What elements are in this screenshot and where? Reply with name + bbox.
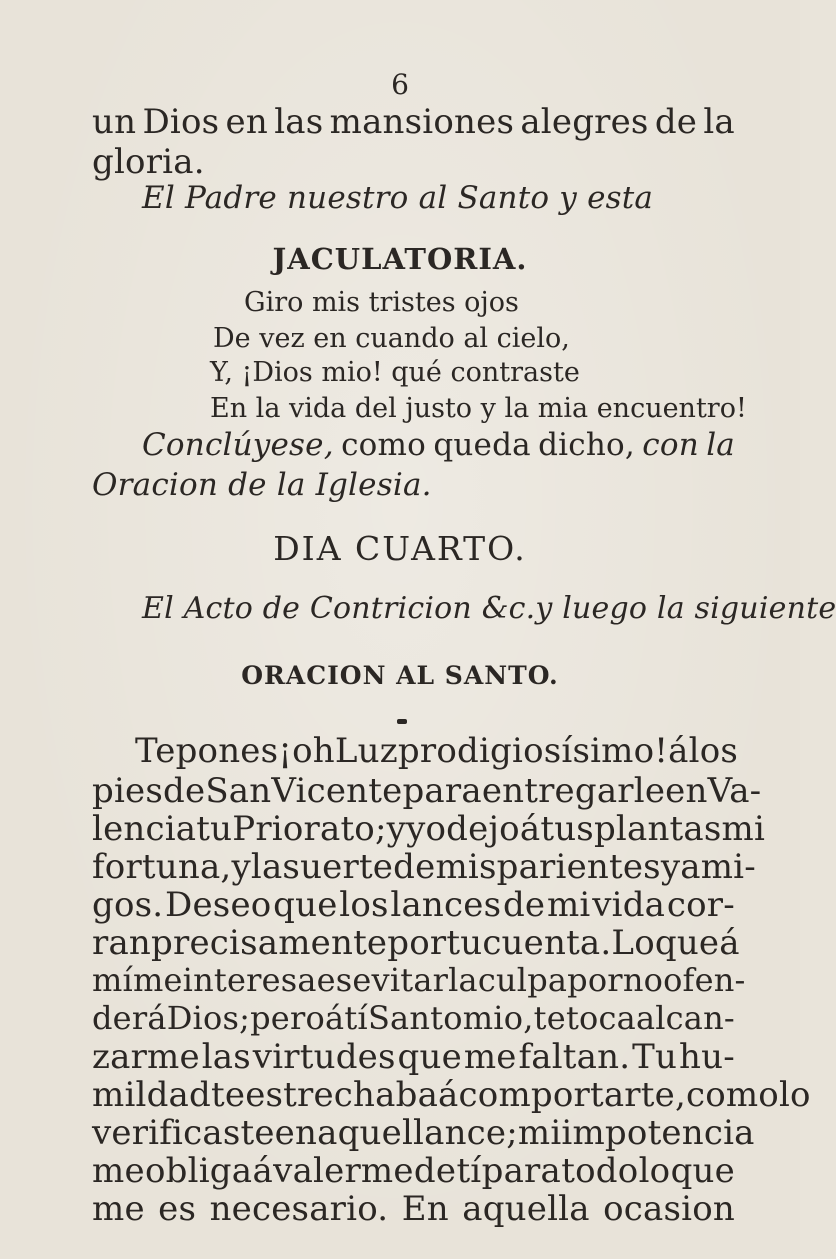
word: suerte [282, 847, 394, 887]
word: lo [638, 1151, 671, 1191]
word: ofen- [663, 961, 746, 999]
word: necesario. [209, 1189, 389, 1229]
word: la [703, 102, 735, 142]
word: culpa [477, 961, 568, 999]
word: me [132, 961, 183, 999]
body-line-10 [92, 1075, 811, 1115]
word: la [250, 847, 283, 887]
word: te [211, 1075, 246, 1115]
word: la [448, 961, 478, 999]
word: San [205, 771, 272, 811]
word: y [660, 847, 681, 887]
word: dejo [446, 809, 520, 849]
word: Lo [611, 923, 655, 963]
word: aquella [462, 1189, 590, 1229]
word: pies [92, 771, 164, 811]
word: Vicente [271, 771, 403, 811]
word: para [402, 771, 482, 811]
word: impotencia [561, 1113, 755, 1153]
word: para [481, 1151, 561, 1191]
word: mildad [92, 1075, 211, 1115]
word: y [386, 809, 407, 849]
word: de [413, 1151, 457, 1191]
word: ami- [680, 847, 756, 887]
word: mi [721, 809, 766, 849]
word: lances [390, 885, 502, 925]
word: no [622, 961, 664, 999]
body-line-3 [92, 809, 766, 849]
word: de [502, 885, 546, 925]
heading-dia-cuarto: DIA CUARTO. [273, 529, 527, 568]
verse-line-1: Giro mis tristes ojos [244, 287, 519, 318]
word: de [393, 847, 436, 887]
word: derá [92, 999, 167, 1037]
word: y luego la siguiente [535, 591, 836, 626]
word: que [397, 1037, 462, 1077]
word: Deseo [165, 885, 272, 925]
word: yo [406, 809, 447, 849]
word: hu- [679, 1037, 735, 1077]
text-line-act [142, 591, 836, 626]
word: pero [250, 999, 325, 1037]
word: que [273, 885, 338, 925]
word: como [341, 427, 426, 463]
heading-oracion-al-santo: ORACION AL SANTO. [241, 661, 559, 690]
word: por [387, 923, 447, 963]
word: es [158, 1189, 197, 1229]
word: ¡oh [278, 731, 335, 771]
word: la [706, 427, 735, 463]
word: en [225, 102, 268, 142]
word: con [642, 427, 699, 463]
verse-line-2: De vez en cuando al cielo, [213, 323, 570, 354]
word: zarme [92, 1037, 200, 1077]
word: de [163, 771, 206, 811]
word: en [665, 771, 708, 811]
body-line-9 [92, 1037, 735, 1077]
body-line-1 [135, 731, 739, 771]
word: tí [344, 999, 368, 1037]
body-line-6 [92, 923, 740, 963]
word: por [567, 961, 623, 999]
word: á [719, 923, 740, 963]
word: lance; [413, 1113, 518, 1153]
text-line-conclude-2: Oracion de la Iglesia. [92, 467, 432, 503]
word: Conclúyese, [142, 427, 334, 463]
word: faltan. [518, 1037, 631, 1077]
word: mio, [462, 999, 534, 1037]
body-line-4 [92, 847, 756, 887]
word: Dios; [166, 999, 251, 1037]
word: es [316, 961, 353, 999]
word: El Acto de Contricion &c. [142, 591, 536, 626]
body-line-2 [92, 771, 762, 811]
word: á [252, 1151, 273, 1191]
word: en [274, 1113, 318, 1153]
word: entregarle [481, 771, 666, 811]
word: mis [435, 847, 497, 887]
word: Dios [142, 102, 220, 142]
word: los [339, 885, 389, 925]
word: Priorato; [232, 809, 387, 849]
word: Va- [707, 771, 762, 811]
word: mi [517, 1113, 562, 1153]
word: tus [540, 809, 594, 849]
word: alcan- [635, 999, 735, 1037]
body-line-11 [92, 1113, 755, 1153]
word: interesa [182, 961, 317, 999]
word: valerme [273, 1151, 414, 1191]
word: aquel [317, 1113, 414, 1153]
word: tu [196, 809, 233, 849]
word: me [92, 1189, 145, 1229]
word: ocasion [603, 1189, 735, 1229]
word: Te [135, 731, 176, 771]
text-line-3: El Padre nuestro al Santo y esta [142, 180, 654, 216]
word: á [438, 1075, 459, 1115]
word: los [688, 731, 739, 771]
word: que [670, 1151, 735, 1191]
body-line-13 [92, 1189, 735, 1229]
body-line-8 [92, 999, 735, 1037]
word: verificaste [92, 1113, 275, 1153]
word: En [401, 1189, 449, 1229]
body-line-5 [92, 885, 735, 925]
heading-jaculatoria: JACULATORIA. [272, 242, 528, 276]
word: tí [456, 1151, 482, 1191]
word: y [231, 847, 251, 887]
word: gos. [92, 885, 164, 925]
word: estrechaba [245, 1075, 439, 1115]
word: parientes [496, 847, 661, 887]
ornament-dash [397, 719, 407, 724]
word: queda [433, 427, 531, 463]
word: á [668, 731, 689, 771]
word: un [92, 102, 137, 142]
word: ran [92, 923, 152, 963]
verse-line-4: En la vida del justo y la mia encuentro! [210, 393, 747, 424]
word: lencia [92, 809, 197, 849]
word: mi [546, 885, 591, 925]
word: prodigiosísimo! [397, 731, 669, 771]
word: las [201, 1037, 251, 1077]
word: como [685, 1075, 779, 1115]
word: me [92, 1151, 145, 1191]
word: cuenta. [482, 923, 612, 963]
word: mí [92, 961, 133, 999]
word: Luz [334, 731, 398, 771]
verse-line-3: Y, ¡Dios mio! qué contraste [210, 357, 580, 388]
word: cor- [666, 885, 735, 925]
word: que [654, 923, 720, 963]
word: comportarte, [458, 1075, 686, 1115]
word: Tu [632, 1037, 678, 1077]
word: plantas [593, 809, 722, 849]
word: alegres [520, 102, 649, 142]
word: vida [592, 885, 666, 925]
word: á [325, 999, 345, 1037]
word: precisamente [151, 923, 388, 963]
word: todo [561, 1151, 639, 1191]
text-line-conclude-1 [142, 427, 735, 463]
word: á [519, 809, 541, 849]
body-line-7 [92, 961, 746, 999]
word: fortuna, [92, 847, 232, 887]
word: Santo [367, 999, 463, 1037]
page-number: 6 [391, 68, 409, 101]
word: las [274, 102, 324, 142]
word: toca [565, 999, 636, 1037]
text-line-1 [92, 102, 735, 142]
word: te [533, 999, 566, 1037]
word: mansiones [329, 102, 515, 142]
word: pones [175, 731, 279, 771]
word: virtudes [252, 1037, 396, 1077]
word: me [463, 1037, 517, 1077]
body-line-12 [92, 1151, 735, 1191]
word: obliga [145, 1151, 253, 1191]
word: de [654, 102, 698, 142]
word: evitar [352, 961, 449, 999]
word: dicho, [538, 427, 635, 463]
word: tu [446, 923, 483, 963]
word: lo [778, 1075, 811, 1115]
text-line-2: gloria. [92, 142, 205, 182]
